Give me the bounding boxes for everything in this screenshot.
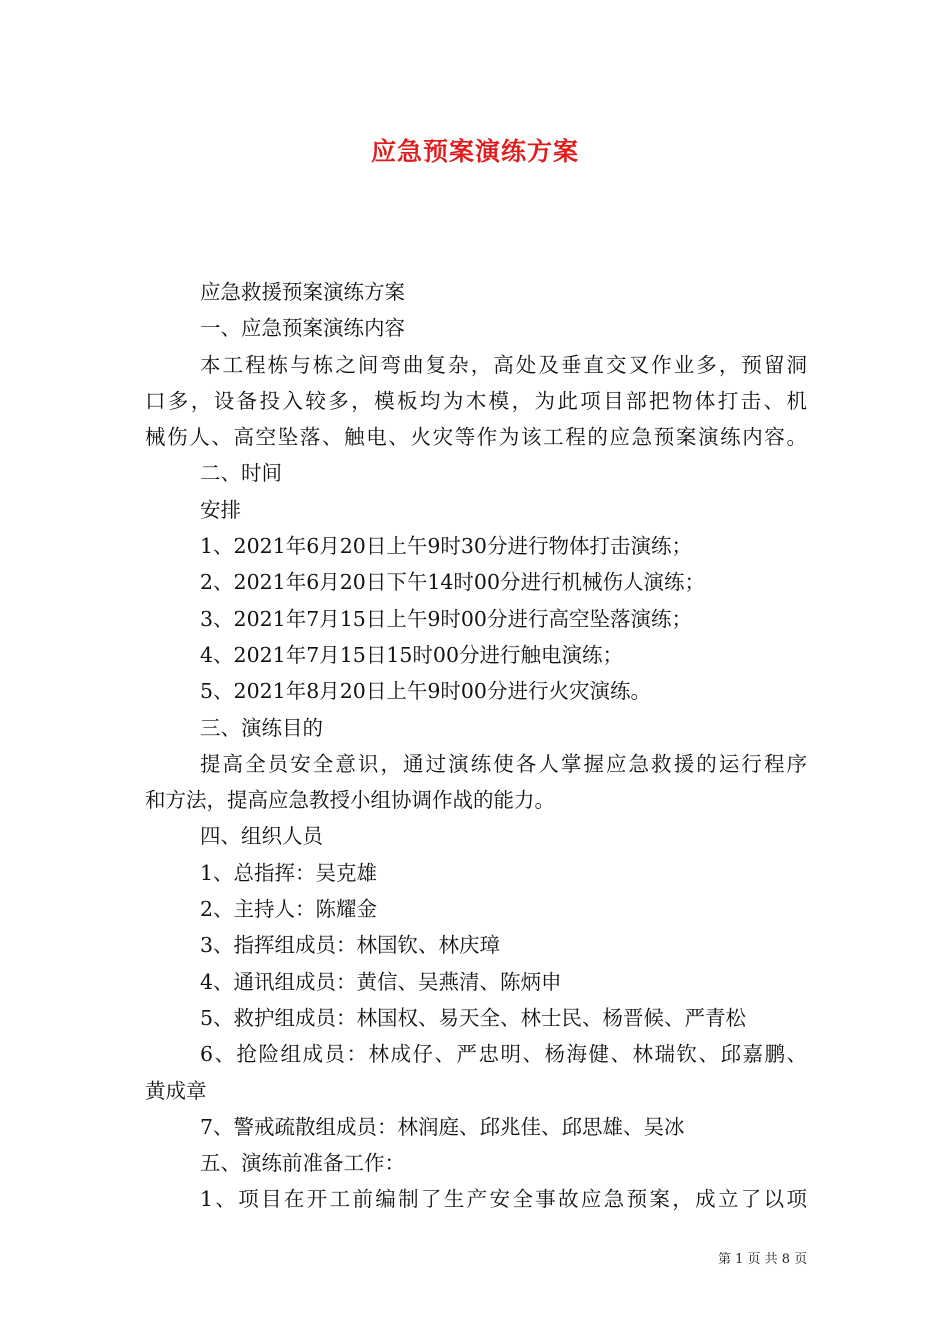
paragraph-line: 4、2021年7月15日15时00分进行触电演练； — [200, 642, 624, 667]
paragraph-line: 1、项目在开工前编制了生产安全事故应急预案，成立了以项 — [200, 1187, 807, 1212]
paragraph-line: 五、演练前准备工作： — [200, 1151, 405, 1176]
paragraph-line: 和方法，提高应急教授小组协调作战的能力。 — [145, 788, 555, 813]
paragraph-line: 7、警戒疏散组成员：林润庭、邱兆佳、邱思雄、吴冰 — [200, 1114, 685, 1139]
paragraph-line: 械伤人、高空坠落、触电、火灾等作为该工程的应急预案演练内容。 — [145, 425, 807, 450]
page-number: 第 1 页 共 8 页 — [718, 1252, 808, 1267]
paragraph-line: 2、主持人：陈耀金 — [200, 897, 378, 922]
paragraph-line: 二、时间 — [200, 461, 282, 486]
paragraph-line: 6、抢险组成员：林成仔、严忠明、杨海健、林瑞钦、邱嘉鹏、 — [200, 1042, 807, 1067]
paragraph-line: 5、救护组成员：林国权、易天全、林士民、杨晋候、严青松 — [200, 1005, 747, 1030]
paragraph-line: 安排 — [200, 497, 241, 522]
paragraph-line: 黄成章 — [145, 1078, 207, 1103]
paragraph-line: 口多，设备投入较多，模板均为木模，为此项目部把物体打击、机 — [145, 388, 807, 413]
paragraph-line: 4、通讯组成员：黄信、吴燕清、陈炳申 — [200, 969, 562, 994]
paragraph-line: 应急救援预案演练方案 — [200, 280, 405, 304]
paragraph-line: 2、2021年6月20日下午14时00分进行机械伤人演练； — [200, 570, 706, 595]
paragraph-line: 提高全员安全意识，通过演练使各人掌握应急救援的运行程序 — [200, 751, 807, 776]
paragraph-line: 3、指挥组成员：林国钦、林庆璋 — [200, 933, 501, 958]
document-body — [145, 276, 807, 1220]
paragraph-line: 四、组织人员 — [200, 824, 323, 849]
document-title: 应急预案演练方案 — [370, 137, 579, 166]
paragraph-line: 1、2021年6月20日上午9时30分进行物体打击演练； — [200, 534, 692, 559]
paragraph-line: 3、2021年7月15日上午9时00分进行高空坠落演练； — [200, 606, 692, 631]
paragraph-line: 三、演练目的 — [200, 715, 323, 740]
paragraph-line: 一、应急预案演练内容 — [200, 316, 405, 341]
paragraph-line: 本工程栋与栋之间弯曲复杂，高处及垂直交叉作业多，预留洞 — [200, 352, 807, 377]
paragraph-line: 1、总指挥：吴克雄 — [200, 860, 378, 885]
paragraph-line: 5、2021年8月20日上午9时00分进行火灾演练。 — [200, 679, 651, 704]
